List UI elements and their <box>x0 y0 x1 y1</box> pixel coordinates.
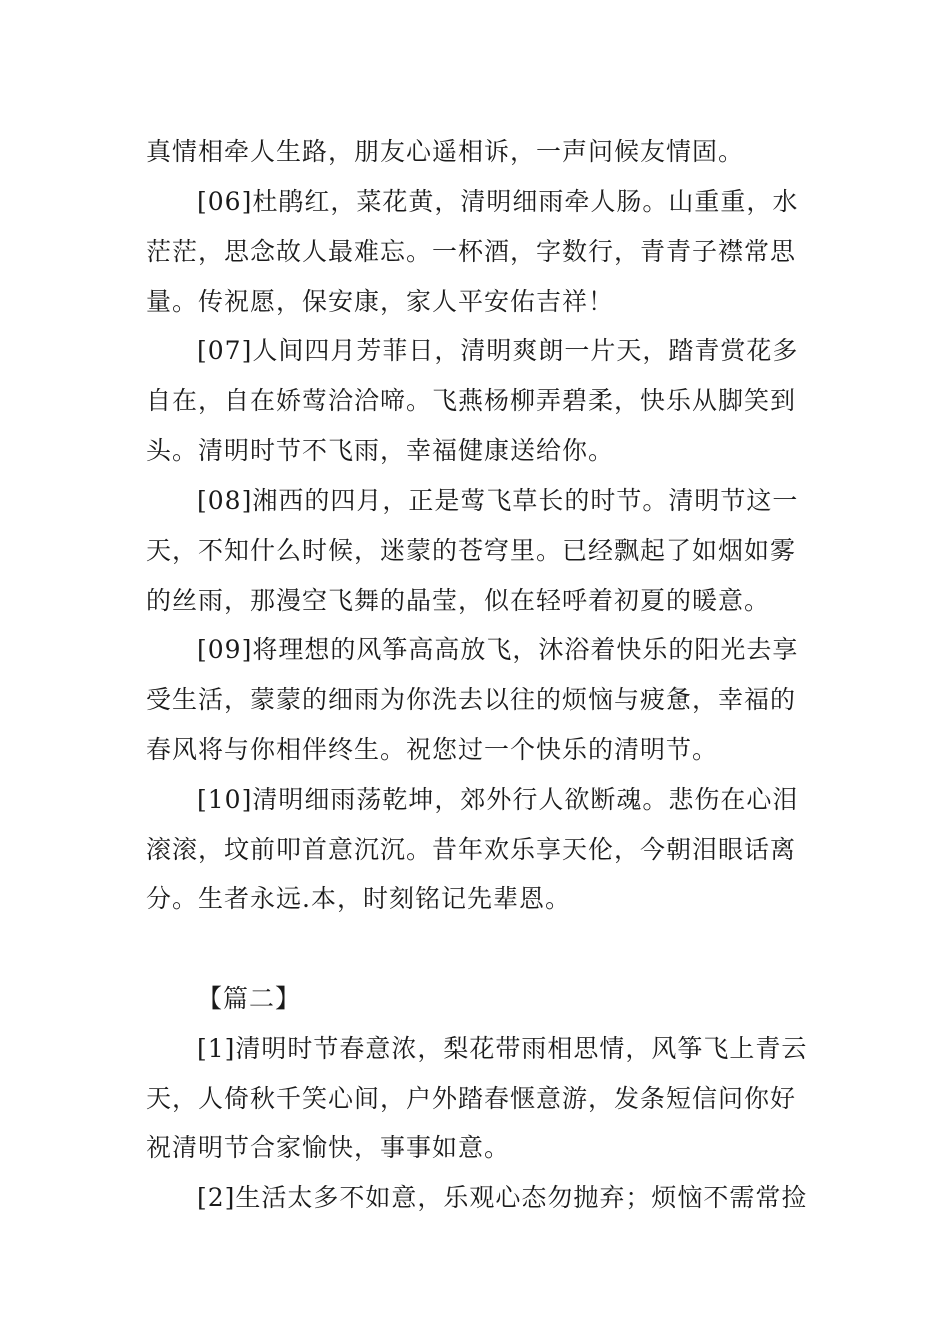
paragraph-1-line: 天，人倚秋千笑心间，户外踏春惬意游，发条短信问你好 <box>146 1084 797 1113</box>
paragraph-06-line: 量。传祝愿，保安康，家人平安佑吉祥！ <box>146 287 615 316</box>
paragraph-10-line: 滚滚，坟前叩首意沉沉。昔年欢乐享天伦，今朝泪眼话离 <box>146 835 797 864</box>
paragraph-08-line: 天，不知什么时候，迷蒙的苍穹里。已经飘起了如烟如雾 <box>146 536 797 565</box>
paragraph-1-line: [1]清明时节春意浓，梨花带雨相思情，风筝飞上青云 <box>197 1034 808 1063</box>
paragraph-10-line: [10]清明细雨荡乾坤，郊外行人欲断魂。悲伤在心泪 <box>197 785 799 814</box>
paragraph-09-line: 春风将与你相伴终生。祝您过一个快乐的清明节。 <box>146 735 719 764</box>
text-line: 真情相牵人生路，朋友心遥相诉，一声问候友情固。 <box>146 137 745 166</box>
paragraph-2-line: [2]生活太多不如意，乐观心态勿抛弃；烦恼不需常捡 <box>197 1183 808 1212</box>
section-heading: 【篇二】 <box>197 984 302 1013</box>
paragraph-08-line: 的丝雨，那漫空飞舞的晶莹，似在轻呼着初夏的暖意。 <box>146 586 771 615</box>
paragraph-06-line: [06]杜鹃红，菜花黄，清明细雨牵人肠。山重重，水 <box>197 187 799 216</box>
paragraph-10-line: 分。生者永远.本，时刻铭记先辈恩。 <box>146 884 571 913</box>
paragraph-07-line: 自在，自在娇莺洽洽啼。飞燕杨柳弄碧柔，快乐从脚笑到 <box>146 386 797 415</box>
paragraph-08-line: [08]湘西的四月，正是莺飞草长的时节。清明节这一 <box>197 486 799 515</box>
paragraph-06-line: 茫茫，思念故人最难忘。一杯酒，字数行，青青子襟常思 <box>146 237 797 266</box>
paragraph-09-line: 受生活，蒙蒙的细雨为你洗去以往的烦恼与疲惫，幸福的 <box>146 685 797 714</box>
paragraph-09-line: [09]将理想的风筝高高放飞，沐浴着快乐的阳光去享 <box>197 635 799 664</box>
paragraph-1-line: 祝清明节合家愉快，事事如意。 <box>146 1133 511 1162</box>
paragraph-07-line: 头。清明时节不飞雨，幸福健康送给你。 <box>146 436 615 465</box>
paragraph-07-line: [07]人间四月芳菲日，清明爽朗一片天，踏青赏花多 <box>197 336 799 365</box>
